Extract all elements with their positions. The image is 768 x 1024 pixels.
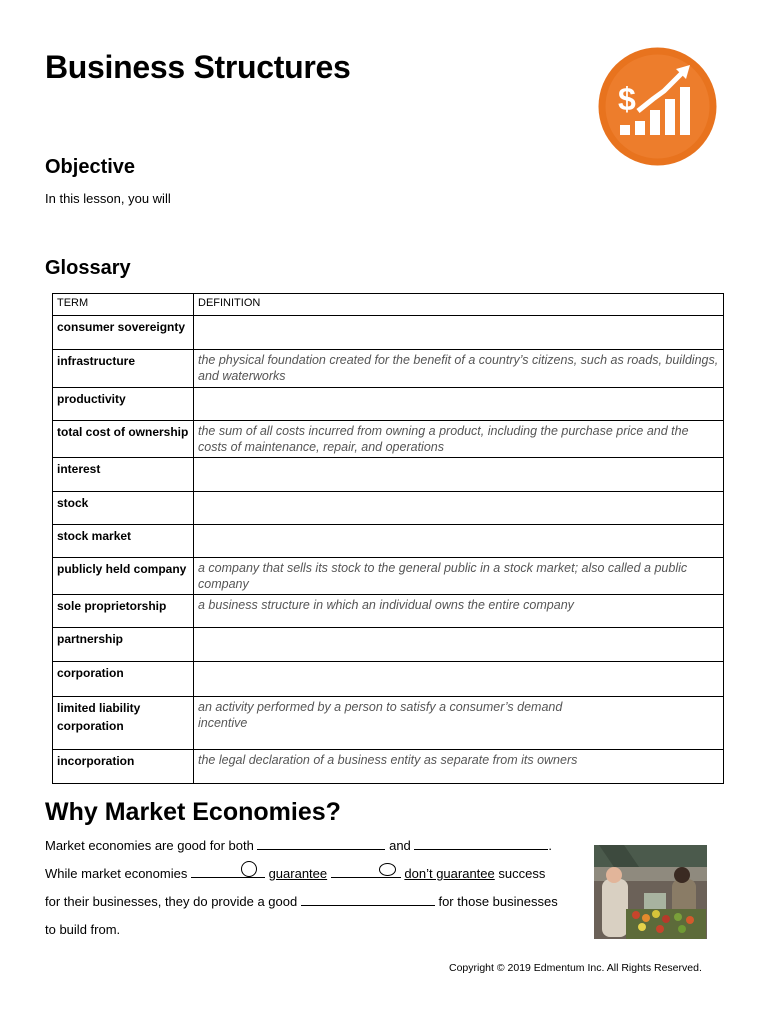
fill-in-blank[interactable] bbox=[414, 837, 548, 850]
glossary-row bbox=[53, 697, 724, 750]
text-segment: and bbox=[389, 838, 411, 853]
glossary-row bbox=[53, 350, 724, 388]
paragraph-line-3 bbox=[45, 893, 558, 909]
option-dont-guarantee[interactable]: don’t guarantee bbox=[404, 866, 495, 881]
glossary-term: infrastructure bbox=[53, 350, 194, 388]
glossary-row bbox=[53, 492, 724, 525]
paragraph-line-1 bbox=[45, 837, 552, 853]
copyright-text: Copyright © 2019 Edmentum Inc. All Rights Reserved. bbox=[449, 962, 702, 974]
dollar-chart-icon bbox=[598, 47, 717, 166]
glossary-definition[interactable] bbox=[194, 492, 724, 525]
glossary-definition[interactable]: the legal declaration of a business entity as separate from its owners bbox=[194, 750, 724, 784]
glossary-definition[interactable] bbox=[194, 525, 724, 558]
why-market-heading: Why Market Economies? bbox=[45, 798, 341, 826]
text-segment: . bbox=[548, 838, 553, 853]
objective-text: In this lesson, you will bbox=[45, 191, 171, 206]
text-segment: Market economies are good for both bbox=[45, 838, 254, 853]
glossary-term: corporation bbox=[53, 662, 194, 697]
glossary-term: stock bbox=[53, 492, 194, 525]
radio-button[interactable] bbox=[379, 863, 396, 876]
glossary-table bbox=[52, 293, 724, 784]
glossary-heading: Glossary bbox=[45, 257, 131, 279]
glossary-term: consumer sovereignty bbox=[53, 316, 194, 350]
glossary-row bbox=[53, 388, 724, 421]
glossary-term: total cost of ownership bbox=[53, 421, 194, 458]
glossary-term: publicly held company bbox=[53, 558, 194, 595]
glossary-definition[interactable] bbox=[194, 388, 724, 421]
glossary-term: productivity bbox=[53, 388, 194, 421]
text-segment: While market economies bbox=[45, 866, 188, 881]
text-segment: for their businesses, they do provide a good bbox=[45, 894, 298, 909]
radio-button[interactable] bbox=[241, 861, 257, 877]
definition-column-header: DEFINITION bbox=[194, 294, 724, 316]
glossary-row bbox=[53, 662, 724, 697]
glossary-term: interest bbox=[53, 458, 194, 492]
glossary-definition[interactable] bbox=[194, 628, 724, 662]
fill-in-blank[interactable] bbox=[331, 865, 401, 878]
glossary-header-row bbox=[53, 294, 724, 316]
glossary-definition[interactable] bbox=[194, 458, 724, 492]
glossary-definition[interactable]: the sum of all costs incurred from owning a product, including the purchase price and the costs of maintenance, repair, and operations bbox=[194, 421, 724, 458]
glossary-row bbox=[53, 458, 724, 492]
glossary-term: incorporation bbox=[53, 750, 194, 784]
glossary-row bbox=[53, 558, 724, 595]
glossary-definition[interactable] bbox=[194, 316, 724, 350]
glossary-row bbox=[53, 525, 724, 558]
paragraph-line-4: to build from. bbox=[45, 922, 121, 937]
fill-in-blank[interactable] bbox=[191, 865, 265, 878]
page-title: Business Structures bbox=[45, 49, 351, 85]
glossary-definition[interactable]: a company that sells its stock to the general public in a stock market; also called a public company bbox=[194, 558, 724, 595]
glossary-definition[interactable]: the physical foundation created for the benefit of a country’s citizens, such as roads, buildings, and waterworks bbox=[194, 350, 724, 388]
glossary-row bbox=[53, 595, 724, 628]
glossary-term: stock market bbox=[53, 525, 194, 558]
fill-in-blank[interactable] bbox=[257, 837, 385, 850]
glossary-row bbox=[53, 750, 724, 784]
svg-text:$: $ bbox=[618, 81, 636, 117]
glossary-definition[interactable] bbox=[194, 662, 724, 697]
term-column-header: TERM bbox=[53, 294, 194, 316]
glossary-term: sole proprietorship bbox=[53, 595, 194, 628]
glossary-definition[interactable]: an activity performed by a person to satisfy a consumer’s demand incentive bbox=[194, 697, 724, 750]
glossary-row bbox=[53, 628, 724, 662]
glossary-term: limited liability corporation bbox=[53, 697, 194, 750]
glossary-term: partnership bbox=[53, 628, 194, 662]
glossary-row bbox=[53, 421, 724, 458]
glossary-row bbox=[53, 316, 724, 350]
finance-growth-logo bbox=[598, 47, 717, 166]
fill-in-blank[interactable] bbox=[301, 893, 435, 906]
option-guarantee[interactable]: guarantee bbox=[268, 866, 328, 881]
market-photo bbox=[594, 845, 707, 939]
glossary-definition[interactable]: a business structure in which an individual owns the entire company bbox=[194, 595, 724, 628]
text-segment: for those businesses bbox=[438, 894, 558, 909]
paragraph-line-2 bbox=[45, 865, 545, 881]
text-segment: success bbox=[498, 866, 546, 881]
objective-heading: Objective bbox=[45, 156, 136, 178]
